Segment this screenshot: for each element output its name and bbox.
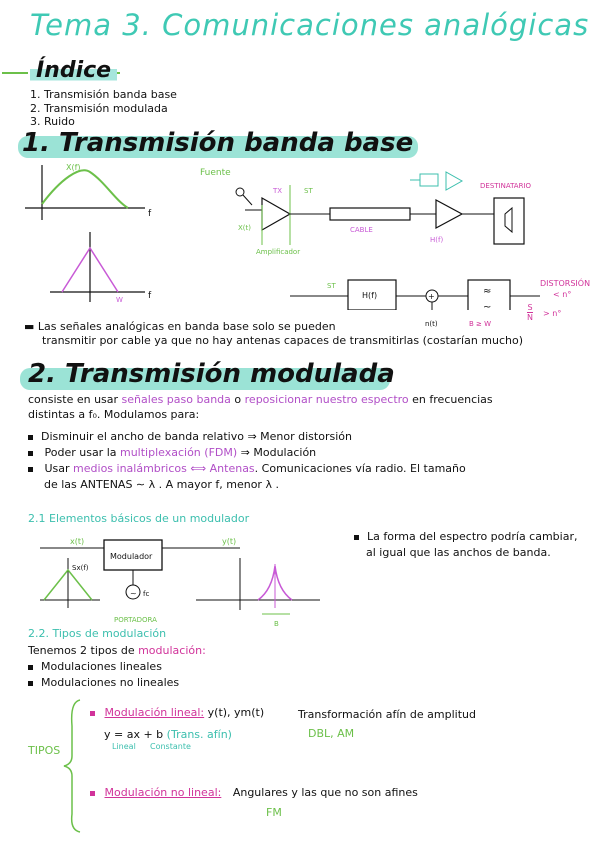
svg-text:f: f bbox=[148, 291, 152, 301]
svg-text:Modulador: Modulador bbox=[110, 552, 153, 561]
indice-heading: Índice bbox=[30, 58, 117, 83]
eq-lineal: Lineal bbox=[112, 742, 136, 751]
svg-text:B: B bbox=[274, 620, 279, 628]
tipos-label: TIPOS bbox=[28, 744, 61, 757]
svg-text:ST: ST bbox=[304, 187, 313, 195]
svg-text:Amplificador: Amplificador bbox=[256, 248, 301, 256]
svg-text:+: + bbox=[428, 292, 435, 301]
note-2-1-line-2: al igual que las anchos de banda. bbox=[366, 546, 551, 559]
nolineal-row: Modulación no lineal: Angulares y las que no son afines bbox=[90, 786, 418, 799]
modulator-diagram bbox=[0, 530, 330, 630]
indice-item-1: 1. Transmisión banda base bbox=[30, 88, 177, 101]
section1-heading: 1. Transmisión banda base bbox=[22, 128, 414, 158]
tipo-2: Modulaciones no lineales bbox=[28, 676, 179, 689]
page-title: Tema 3. Comunicaciones analógicas bbox=[30, 8, 590, 42]
svg-text:Sx(f): Sx(f) bbox=[72, 564, 89, 572]
bullet-2: Poder usar la multiplexación (FDM) ⇒ Modulación bbox=[28, 446, 316, 459]
bullet-3: Usar medios inalámbricos ⟺ Antenas. Comunicaciones vía radio. El tamaño bbox=[28, 462, 466, 475]
svg-text:~: ~ bbox=[483, 302, 492, 310]
indice-item-2: 2. Transmisión modulada bbox=[30, 102, 168, 115]
intro-line-1: consiste en usar señales paso banda o reposicionar nuestro espectro en frecuencias bbox=[28, 393, 493, 406]
eq-constante: Constante bbox=[150, 742, 191, 751]
svg-text:f: f bbox=[148, 209, 152, 219]
note-line-2: transmitir por cable ya que no hay antenas capaces de transmitirlas (costarían mucho) bbox=[42, 334, 524, 347]
note-line-1: ▬ Las señales analógicas en banda base solo se pueden bbox=[24, 320, 336, 333]
lineal-desc: Transformación afín de amplitud bbox=[298, 708, 476, 721]
section2-heading: 2. Transmisión modulada bbox=[28, 359, 395, 389]
svg-text:Fuente: Fuente bbox=[200, 168, 231, 178]
note-2-1-line-1: La forma del espectro podría cambiar, bbox=[354, 530, 577, 543]
bullet-1: Disminuir el ancho de banda relativo ⇒ Menor distorsión bbox=[28, 430, 352, 443]
intro-line-2: distintas a f₀. Modulamos para: bbox=[28, 408, 200, 421]
svg-text:fc: fc bbox=[143, 590, 150, 598]
svg-text:TX: TX bbox=[273, 187, 283, 195]
svg-text:y(t): y(t) bbox=[222, 537, 237, 546]
svg-text:DESTINATARIO: DESTINATARIO bbox=[480, 182, 532, 190]
svg-text:X(t): X(t) bbox=[238, 224, 252, 232]
tipos-brace bbox=[60, 696, 90, 836]
subheading-2-1: 2.1 Elementos básicos de un modulador bbox=[28, 512, 250, 525]
dbl-am: DBL, AM bbox=[308, 727, 355, 740]
section1-diagram bbox=[0, 160, 599, 310]
tipo-1: Modulaciones lineales bbox=[28, 660, 162, 673]
svg-text:CABLE: CABLE bbox=[350, 226, 373, 234]
fm-label: FM bbox=[266, 806, 282, 819]
svg-text:PORTADORA: PORTADORA bbox=[114, 616, 157, 624]
lineal-row: Modulación lineal: y(t), ym(t) bbox=[90, 706, 264, 719]
tenemos-line: Tenemos 2 tipos de modulación: bbox=[28, 644, 206, 657]
svg-text:W: W bbox=[116, 296, 123, 304]
svg-text:~: ~ bbox=[130, 589, 137, 598]
equation: y = ax + b (Trans. afín) bbox=[104, 728, 232, 741]
bullet-3-line-2: de las ANTENAS ∼ λ . A mayor f, menor λ . bbox=[44, 478, 279, 491]
subheading-2-2: 2.2. Tipos de modulación bbox=[28, 627, 167, 640]
svg-text:x(t): x(t) bbox=[70, 537, 85, 546]
svg-text:ST: ST bbox=[327, 282, 336, 290]
svg-text:H(f): H(f) bbox=[362, 291, 378, 300]
svg-text:H(f): H(f) bbox=[430, 236, 444, 244]
graph1-label: X(f) bbox=[66, 163, 81, 172]
svg-text:≈: ≈ bbox=[483, 286, 492, 297]
indice-item-3: 3. Ruido bbox=[30, 115, 75, 128]
